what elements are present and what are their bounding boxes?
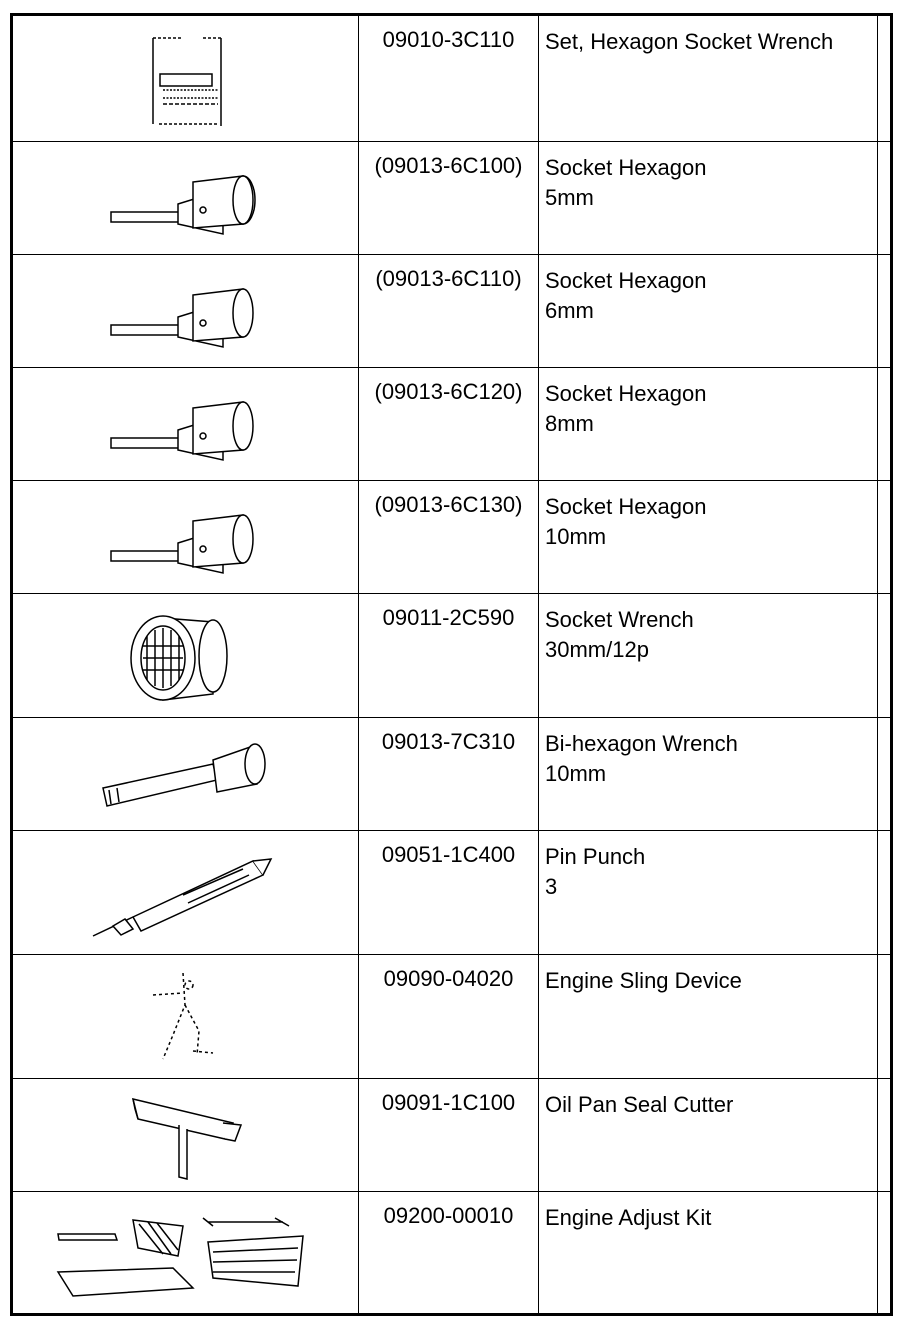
- tool-size: 3: [545, 874, 558, 899]
- seal-cutter-icon: [13, 1079, 358, 1192]
- tool-name-cell: [538, 594, 877, 717]
- tool-name-cell: [538, 16, 877, 141]
- tool-name-cell: [538, 368, 877, 480]
- pin-punch-icon: [13, 831, 358, 955]
- part-number-cell: [358, 368, 538, 480]
- tool-name-cell: [538, 481, 877, 593]
- tool-name-cell: [538, 831, 877, 954]
- table-row: [13, 1078, 890, 1191]
- tool-size: 30mm/12p: [545, 637, 649, 662]
- tool-size: 10mm: [545, 761, 607, 786]
- tool-name: Pin Punch: [545, 844, 646, 869]
- part-number-cell: [358, 481, 538, 593]
- tool-name-cell: [538, 718, 877, 830]
- hex-socket-icon: [13, 481, 358, 594]
- socket-wrench-icon: [13, 594, 358, 718]
- tool-image-cell: [13, 1192, 358, 1313]
- tool-image-cell: [13, 831, 358, 954]
- tool-image-cell: [13, 481, 358, 593]
- tool-name: Engine Sling Device: [545, 968, 742, 993]
- tool-name-cell: [538, 1192, 877, 1313]
- part-number: (09013-6C100): [374, 153, 523, 178]
- tool-name: Socket Hexagon: [545, 268, 707, 293]
- part-number-cell: [358, 955, 538, 1078]
- part-number-cell: [358, 1192, 538, 1313]
- tool-image-cell: [13, 16, 358, 141]
- part-number: 09011-2C590: [382, 605, 515, 630]
- part-number-cell: [358, 1079, 538, 1191]
- part-number: (09013-6C110): [375, 266, 522, 291]
- part-number: 09090-04020: [383, 966, 514, 991]
- tool-name: Oil Pan Seal Cutter: [545, 1092, 734, 1117]
- bi-hexagon-wrench-icon: [13, 718, 358, 831]
- special-tools-table: [10, 13, 893, 1316]
- part-number: 09091-1C100: [381, 1090, 516, 1115]
- tool-image-cell: [13, 955, 358, 1078]
- tool-image-cell: [13, 142, 358, 254]
- table-row: [13, 954, 890, 1078]
- tool-size: 10mm: [545, 524, 607, 549]
- tool-name: Bi-hexagon Wrench: [545, 731, 738, 756]
- part-number-cell: [358, 16, 538, 141]
- tool-name-cell: [538, 1079, 877, 1191]
- part-number: (09013-6C130): [374, 492, 523, 517]
- tool-name-cell: [538, 255, 877, 367]
- part-number: 09200-00010: [383, 1203, 514, 1228]
- table-row: [13, 1191, 890, 1313]
- part-number-cell: [358, 718, 538, 830]
- tool-name-cell: [538, 955, 877, 1078]
- part-number: (09013-6C120): [374, 379, 523, 404]
- table-row: [13, 593, 890, 717]
- part-number: 09010-3C110: [382, 27, 515, 52]
- table-row: [13, 717, 890, 830]
- tool-image-cell: [13, 1079, 358, 1191]
- table-row: [13, 141, 890, 254]
- tool-image-cell: [13, 255, 358, 367]
- part-number-cell: [358, 255, 538, 367]
- tool-size: 5mm: [545, 185, 594, 210]
- tool-name: Socket Wrench: [545, 607, 694, 632]
- table-row: [13, 830, 890, 954]
- tool-name: Socket Hexagon: [545, 381, 707, 406]
- table-row: [13, 480, 890, 593]
- part-number-cell: [358, 594, 538, 717]
- hex-socket-icon: [13, 368, 358, 481]
- tool-name: Socket Hexagon: [545, 155, 707, 180]
- tool-name-cell: [538, 142, 877, 254]
- tool-name: Socket Hexagon: [545, 494, 707, 519]
- part-number: 09051-1C400: [381, 842, 516, 867]
- table-row: [13, 367, 890, 480]
- tool-name: Set, Hexagon Socket Wrench: [545, 29, 834, 54]
- part-number-cell: [358, 831, 538, 954]
- table-row: [13, 16, 890, 141]
- hex-socket-icon: [13, 142, 358, 255]
- part-number-cell: [358, 142, 538, 254]
- tool-image-cell: [13, 368, 358, 480]
- engine-sling-icon: [13, 955, 358, 1079]
- socket-set-icon: [13, 16, 358, 141]
- table-row: [13, 254, 890, 367]
- engine-adjust-kit-icon: [13, 1192, 358, 1314]
- tool-name: Engine Adjust Kit: [545, 1205, 712, 1230]
- part-number: 09013-7C310: [381, 729, 516, 754]
- tool-size: 8mm: [545, 411, 594, 436]
- tool-image-cell: [13, 594, 358, 717]
- tool-size: 6mm: [545, 298, 594, 323]
- tool-image-cell: [13, 718, 358, 830]
- hex-socket-icon: [13, 255, 358, 368]
